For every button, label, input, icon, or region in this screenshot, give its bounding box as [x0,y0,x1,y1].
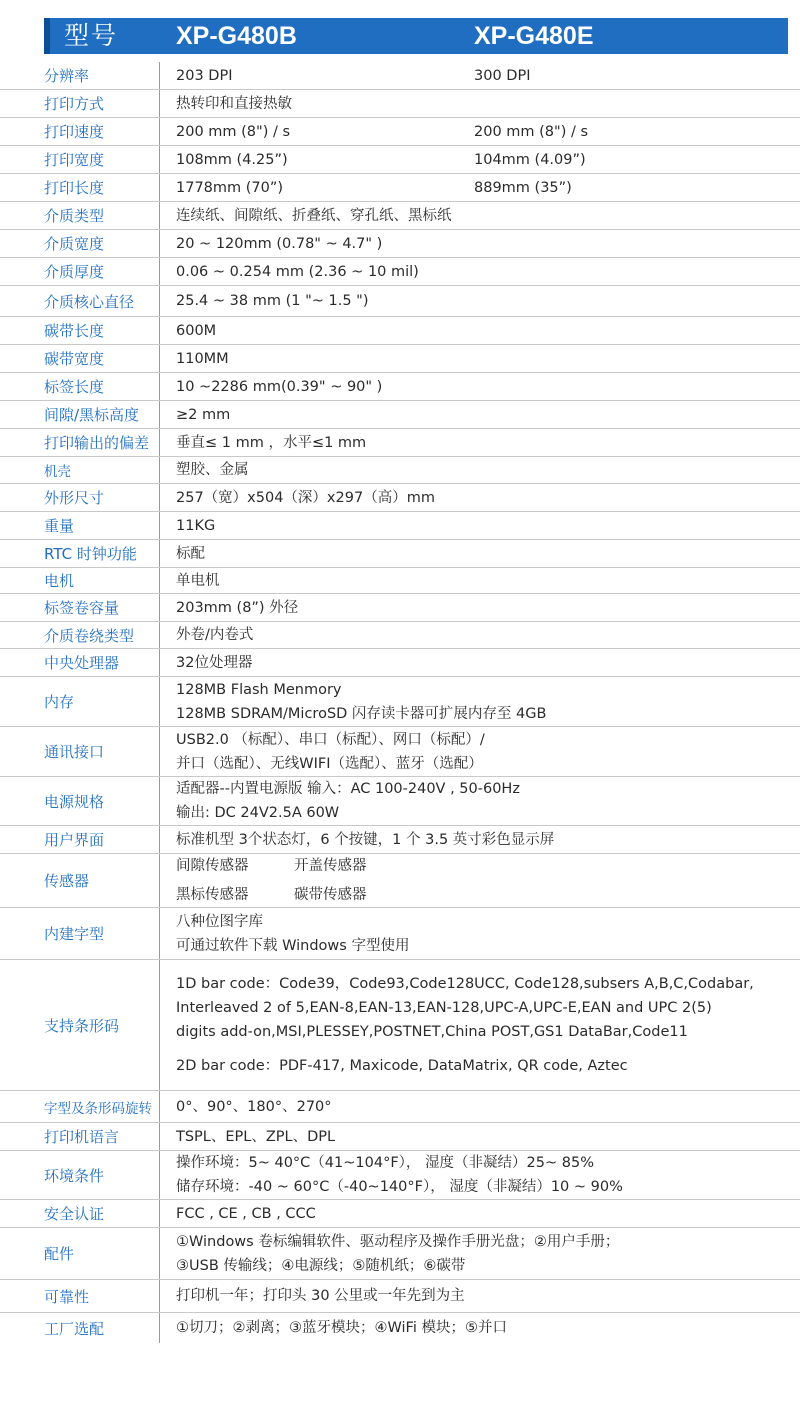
column-divider [159,568,160,593]
spec-value [176,1228,619,1279]
value-line: 257（宽）x504（深）x297（高）mm [176,489,435,506]
value-line: 塑胶、金属 [176,462,249,478]
column-divider [159,286,160,316]
spec-label: 机壳 [44,464,71,480]
spec-row [0,62,800,90]
spec-value-g480b [176,118,290,145]
column-divider [159,1200,160,1227]
spec-value [176,401,230,428]
spec-row [0,622,800,649]
value-line: USB2.0 （标配）、串口（标配）、网口（标配）/ [176,731,485,748]
spec-label: 打印机语言 [44,1128,120,1146]
column-divider [159,1280,160,1312]
spec-row [0,777,800,826]
spec-label: 内建字型 [44,925,105,943]
value-gap [176,1044,754,1054]
spec-label: 标签长度 [44,378,105,396]
spec-row [0,146,800,174]
spec-row [0,960,800,1091]
value-line: 128MB SDRAM/MicroSD 闪存读卡器可扩展内存至 4GB [176,705,547,722]
spec-row [0,1228,800,1280]
column-divider [159,594,160,621]
spec-row [0,826,800,854]
spec-value [176,317,216,344]
spec-value [176,1123,335,1150]
value-line: 203mm (8”) 外径 [176,599,299,616]
spec-label: 电源规格 [44,792,105,811]
spec-value [176,1200,316,1227]
sensor-item: 间隙传感器 [176,857,249,874]
spec-label: 外形尺寸 [44,489,105,507]
column-divider [159,202,160,229]
value-line: ①切刀；②剥离；③蓝牙模块；④WiFi 模块；⑤并口 [176,1320,507,1336]
column-divider [159,960,160,1090]
value-text: 1778mm (70”) [176,179,284,196]
value-line: 输出: DC 24V2.5A 60W [176,805,340,821]
spec-row [0,202,800,230]
value-text: 200 mm (8") / s [176,123,291,140]
value-line: ③USB 传输线；④电源线；⑤随机纸；⑥碳带 [176,1257,466,1274]
spec-label: 分辨率 [44,67,90,85]
value-line: 操作环境：5~ 40°C（41~104°F）， 湿度（非凝结）25~ 85% [176,1155,594,1171]
spec-value-g480b [176,62,232,89]
column-divider [159,373,160,400]
column-divider [159,118,160,145]
value-line: ①Windows 卷标编辑软件、驱动程序及操作手册光盘；②用户手册； [176,1233,620,1250]
spec-value [176,568,220,593]
spec-label: 介质类型 [44,207,105,225]
spec-label: 介质宽度 [44,235,105,253]
spec-value-g480e [474,174,572,201]
spec-value [176,1313,507,1343]
value-line: 1D bar code：Code39，Code93,Code128UCC, Code128,subsers A,B,C,Codabar, [176,976,754,992]
spec-value-g480e [474,62,530,89]
spec-row [0,429,800,457]
spec-value [176,960,754,1090]
spec-label: 可靠性 [44,1287,90,1306]
spec-row [0,286,800,317]
value-text: 889mm (35”) [474,179,572,196]
spec-value [176,622,253,648]
value-line: 连续纸、间隙纸、折叠纸、穿孔纸、黑标纸 [176,207,452,224]
value-line: 适配器--内置电源版 输入：AC 100-240V , 50-60Hz [176,781,520,797]
value-line: 600M [176,322,217,339]
spec-value [176,594,298,621]
spec-value [176,540,205,567]
column-divider [159,258,160,285]
spec-row [0,1200,800,1228]
spec-label: 环境条件 [44,1166,105,1185]
value-line: 0.06 ~ 0.254 mm (2.36 ~ 10 mil) [176,263,419,280]
column-divider [159,174,160,201]
spec-value [176,90,292,117]
spec-label: 支持条形码 [44,1016,120,1035]
column-divider [159,1091,160,1122]
value-line: 可通过软件下载 Windows 字型使用 [176,937,410,954]
spec-value [176,854,412,907]
spec-row [0,317,800,345]
spec-label: 打印宽度 [44,151,105,169]
sensor-item: 碳带传感器 [294,886,367,903]
spec-row [0,1123,800,1151]
header-model-g480b: XP-G480B [176,22,297,50]
spec-label: 传感器 [44,872,90,890]
spec-row [0,401,800,429]
value-line: 外卷/内卷式 [176,627,254,643]
spec-label: 工厂选配 [44,1319,105,1338]
value-text: 203 DPI [176,67,233,84]
column-divider [159,908,160,959]
spec-row [0,373,800,401]
column-divider [159,90,160,117]
spec-row [0,345,800,373]
value-line: 32位处理器 [176,654,253,671]
column-divider [159,1228,160,1279]
spec-label: 碳带长度 [44,322,105,340]
spec-row [0,594,800,622]
sensor-line [176,852,412,881]
column-divider [159,345,160,372]
spec-label: 电机 [44,572,75,590]
spec-row [0,118,800,146]
value-line: 单电机 [176,572,220,589]
spec-label: 打印方式 [44,95,105,113]
spec-value [176,286,369,316]
header-model-label: 型号 [64,21,119,50]
spec-label: 重量 [44,517,75,535]
spec-row [0,540,800,568]
value-line: TSPL、EPL、ZPL、DPL [176,1128,336,1145]
spec-row [0,1280,800,1313]
spec-value [176,429,366,456]
spec-row [0,727,800,777]
spec-header-bar [44,18,788,54]
spec-value [176,727,485,776]
spec-value [176,1091,332,1122]
spec-value-g480e [474,146,586,173]
value-text: 108mm (4.25”) [176,151,288,168]
spec-row [0,512,800,540]
value-line: Interleaved 2 of 5,EAN-8,EAN-13,EAN-128,UPC-A,UPC-E,EAN and UPC 2(5) [176,1000,712,1016]
spec-value [176,202,452,229]
value-line: 八种位图字库 [176,913,263,930]
value-line: FCC , CE , CB , CCC [176,1205,316,1222]
spec-value [176,777,520,825]
column-divider [159,677,160,726]
column-divider [159,429,160,456]
column-divider [159,512,160,539]
value-line: 热转印和直接热敏 [176,95,292,112]
spec-row [0,90,800,118]
spec-label: 介质厚度 [44,263,105,281]
spec-row [0,1091,800,1123]
column-divider [159,727,160,776]
column-divider [159,401,160,428]
column-divider [159,317,160,344]
value-text: 104mm (4.09”) [474,151,586,168]
column-divider [159,540,160,567]
spec-label: 标签卷容量 [44,599,120,617]
spec-row [0,568,800,594]
value-line: 110MM [176,350,229,367]
column-divider [159,649,160,676]
spec-value [176,1151,623,1199]
column-divider [159,484,160,511]
value-line: 0°、90°、180°、270° [176,1098,332,1115]
spec-row [0,1313,800,1343]
spec-label: 通讯接口 [44,743,105,761]
spec-value [176,908,409,959]
spec-label: 介质核心直径 [44,292,135,311]
column-divider [159,457,160,483]
spec-row [0,484,800,512]
spec-value [176,677,546,726]
value-line: 128MB Flash Menmory [176,681,342,698]
value-line: 11KG [176,517,216,534]
spec-row [0,1151,800,1200]
spec-label: RTC 时钟功能 [44,545,137,563]
spec-value-g480b [176,146,288,173]
spec-label: 介质卷绕类型 [44,626,135,645]
value-line: 标准机型 3个状态灯，6 个按键，1 个 3.5 英寸彩色显示屏 [176,831,555,848]
spec-value [176,373,382,400]
value-line: 20 ~ 120mm (0.78" ~ 4.7" ) [176,235,383,252]
value-text: 300 DPI [474,67,531,84]
spec-label: 用户界面 [44,831,105,849]
column-divider [159,1123,160,1150]
spec-value [176,826,554,853]
spec-value [176,484,435,511]
column-divider [159,854,160,907]
spec-label: 安全认证 [44,1205,105,1223]
spec-value [176,1280,465,1312]
spec-row [0,230,800,258]
spec-label: 打印输出的偏差 [44,434,150,452]
value-line: digits add-on,MSI,PLESSEY,POSTNET,China POST,GS1 DataBar,Code11 [176,1024,688,1040]
spec-row [0,854,800,908]
spec-value-g480b [176,174,283,201]
value-line: 垂直≤ 1 mm ，水平≤1 mm [176,434,367,451]
spec-value [176,457,249,483]
spec-row [0,908,800,960]
column-divider [159,826,160,853]
sensor-item: 开盖传感器 [294,857,367,874]
sensor-item: 黑标传感器 [176,886,249,903]
spec-value [176,258,419,285]
spec-label: 内存 [44,693,75,711]
value-line: ≥2 mm [176,406,231,423]
spec-label: 配件 [44,1245,75,1263]
spec-value-g480e [474,118,588,145]
spec-label: 打印速度 [44,123,105,141]
spec-label: 间隙/黑标高度 [44,406,140,424]
value-line: 并口（选配）、无线WIFI（选配）、蓝牙（选配） [176,755,483,772]
spec-row [0,457,800,484]
header-model-g480e: XP-G480E [474,22,594,50]
value-line: 10 ~2286 mm(0.39" ~ 90" ) [176,378,383,395]
column-divider [159,622,160,648]
spec-row [0,677,800,727]
sensor-line [176,881,412,910]
spec-value [176,345,229,372]
spec-row [0,174,800,202]
column-divider [159,1151,160,1199]
spec-label: 字型及条形码旋转 [44,1100,152,1117]
spec-value [176,512,215,539]
value-line: 标配 [176,545,205,562]
spec-label: 碳带宽度 [44,350,105,368]
spec-label: 中央处理器 [44,654,120,672]
value-line: 打印机一年；打印头 30 公里或一年先到为主 [176,1288,465,1304]
column-divider [159,1313,160,1343]
spec-value [176,230,382,257]
value-line: 25.4 ~ 38 mm (1 "~ 1.5 ") [176,293,369,309]
spec-row [0,649,800,677]
value-line-2d-barcode: 2D bar code：PDF-417, Maxicode, DataMatrix, QR code, Aztec [176,1058,628,1074]
spec-label: 打印长度 [44,179,105,197]
value-text: 200 mm (8") / s [474,123,589,140]
column-divider [159,62,160,89]
value-line: 储存环境：-40 ~ 60°C（-40~140°F）， 湿度（非凝结）10 ~ 90% [176,1179,623,1195]
column-divider [159,230,160,257]
column-divider [159,146,160,173]
spec-value [176,649,252,676]
spec-row [0,258,800,286]
column-divider [159,777,160,825]
header-accent [44,18,50,54]
